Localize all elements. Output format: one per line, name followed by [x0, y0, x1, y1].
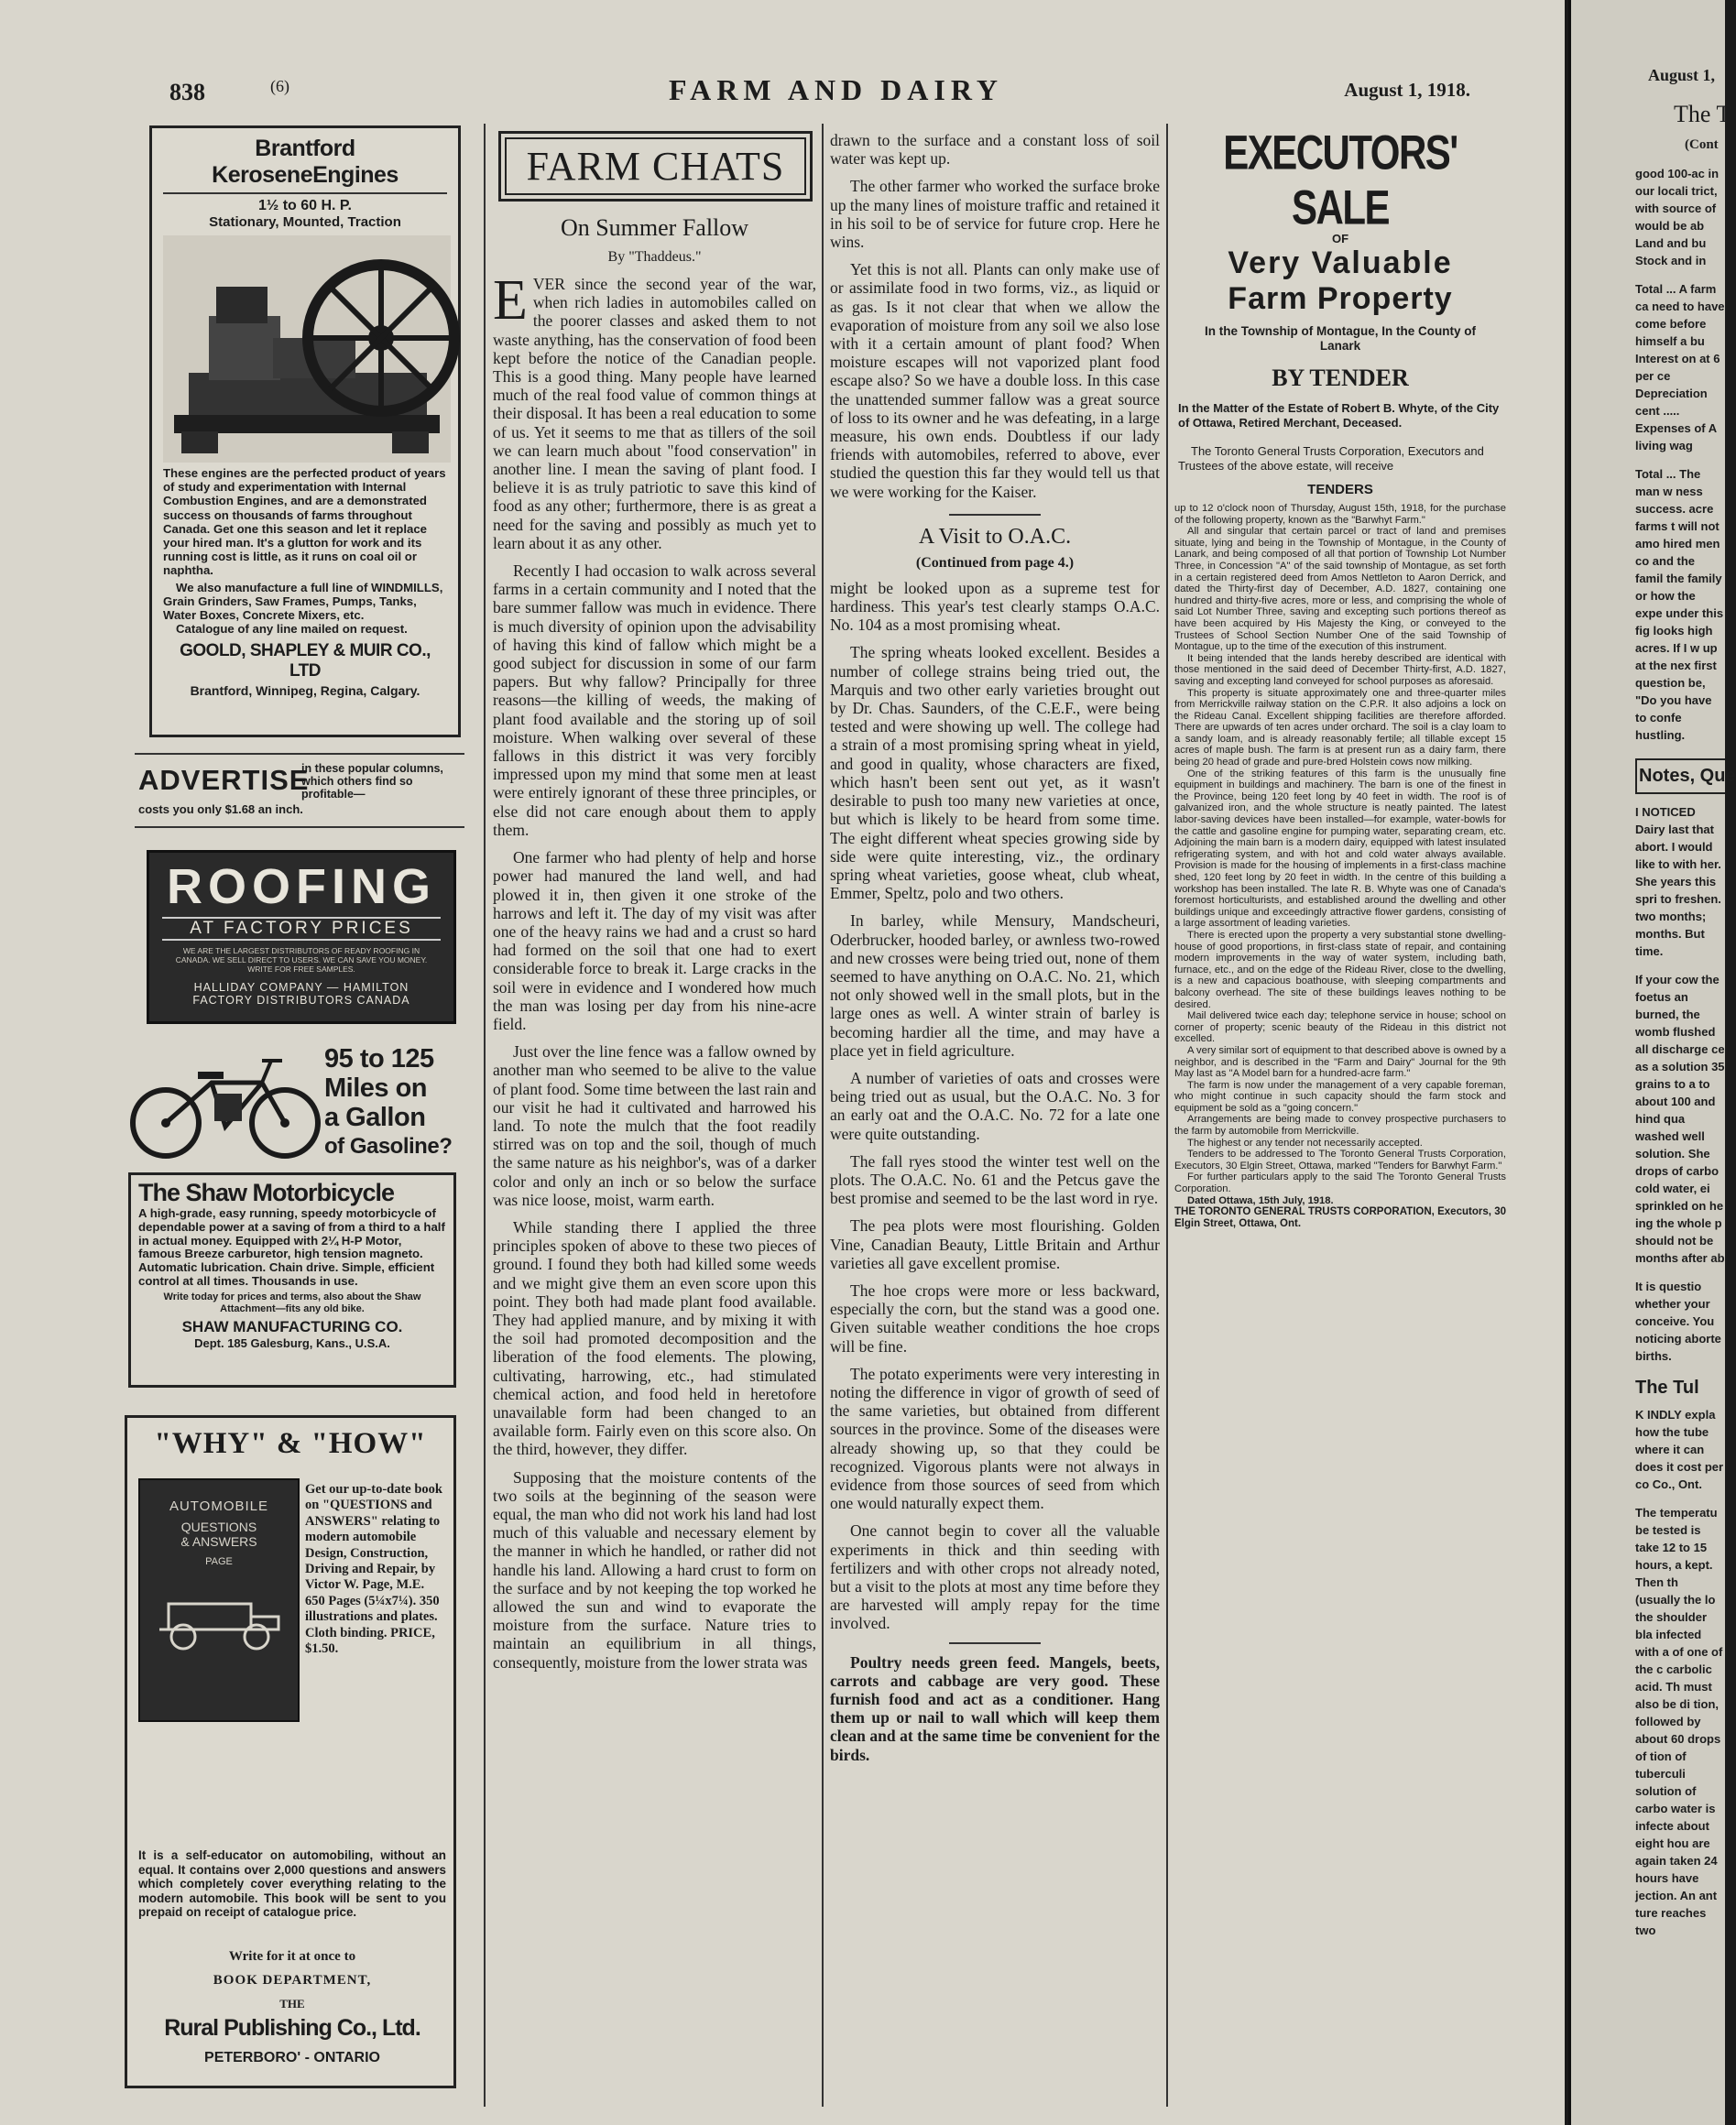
shaw-company: SHAW MANUFACTURING CO.	[181, 1317, 403, 1335]
adjacent-text: Total ... The man w ness success. acre farms t will not amo hired men co and the famil the family or how the expe under this fig looks high acres. If I w up at the nex first question be, "Do you have to confe hustling.	[1635, 467, 1724, 742]
adjacent-notes-banner: Notes, Que	[1635, 758, 1725, 794]
why-how-the: THE	[279, 1997, 305, 2011]
paragraph: For further particulars apply to the said The Toronto General Trusts Corporation.	[1174, 1171, 1506, 1195]
paragraph: While standing there I applied the three principles spoken of above to these two pieces of ground. I found they both had killed some weeds and we might give them an even score upon this point. They both had made plant food available. They had applied manure, and by mixing it with the soil had promoted decomposition and the liberation of the food elements. The plowing, cultivating, harrowing, etc., had stimulated chemical action, and food held in heretofore unavailable form had been changed to an available form. Fairly even on this score also. On the third, however, they differ.	[493, 1217, 816, 1459]
ad-subtitle: 1½ to 60 H. P.	[258, 198, 352, 213]
article-body	[493, 269, 816, 1672]
paragraph: In barley, while Mensury, Mandscheuri, Oderbrucker, hooded barley, or awnless two-rowed and new crosses were being tried out, none of them seemed to have anything on O.A.C. No. 21, which not only showed well in the small plots, but in the large ones as well. A winter strain of barley is becoming hardier all the time, and may have a place yet in field agriculture.	[830, 911, 1160, 1060]
article-byline: By "Thaddeus."	[607, 249, 702, 265]
paragraph: The highest or any tender not necessarily accepted.	[1187, 1137, 1423, 1149]
adjacent-text: The temperatu be tested is take 12 to 15 hours, a kept. Then th (usually the lo the shoulder bla infected with a of one of the c carbolic acid. Th must also be di tion, followed by about 60 drops of tion of tuberculi solution of carbo water is infecte about eight hou are again taken 24 hours have jection. An ant ture reaches two	[1635, 1506, 1723, 1937]
automobile-icon	[150, 1586, 288, 1659]
shaw-headline	[324, 1044, 471, 1161]
sale-body	[1174, 503, 1506, 1229]
book-cover-line-2: QUESTIONS	[180, 1520, 257, 1534]
oac-body	[830, 579, 1160, 1633]
publication-title: FARM AND DAIRY	[669, 73, 1003, 106]
paragraph: up to 12 o'clock noon of Thursday, August 15th, 1918, for the purchase of the following property, known as the "Barwhyt Farm."	[1174, 503, 1506, 526]
paragraph: One farmer who had plenty of help and horse power had manured the land well, and had plowed it in, then given it one stroke of the harrows and left it. The day of my visit was after one of the heavy rains we had and a crust so hard had formed on the soil that one had to exert considerable force to break it. Large cracks in the soil were in evidence and I wondered how much the man was losing per day from his nine-acre field.	[493, 848, 816, 1033]
advertise-word: ADVERTISE	[138, 764, 310, 796]
sale-signature: THE TORONTO GENERAL TRUSTS CORPORATION, Executors, 30 Elgin Street, Ottawa, Ont.	[1174, 1206, 1506, 1229]
why-how-write: Write for it at once to	[228, 1949, 356, 1964]
sale-matter: In the Matter of the Estate of Robert B. Whyte, of the City of Ottawa, Retired Merchant, Deceased.	[1178, 401, 1500, 430]
shaw-title: The Shaw Motorbicycle	[138, 1179, 395, 1206]
article-headline: On Summer Fallow	[560, 214, 749, 241]
oac-headline: A Visit to O.A.C.	[918, 524, 1072, 549]
farm-chats-title: FARM CHATS	[505, 137, 806, 195]
ad-body-2: We also manufacture a full line of WINDMILLS, Grain Grinders, Saw Frames, Pumps, Tanks, Water Boxes, Concrete Mixers, etc.	[163, 580, 443, 623]
sale-by-tender: BY TENDER	[1272, 365, 1409, 391]
sale-intro: The Toronto General Trusts Corporation, Executors and Trustees of the above estate, will receive	[1178, 444, 1484, 473]
paragraph: Poultry needs green feed. Mangels, beets, carrots and cabbage are very good. These furnish food and act as a conditioner. Hang them up or nail to wall which will keep them clean and at the same time be convenient for the birds.	[830, 1652, 1160, 1764]
executors-sale-notice	[1174, 124, 1506, 2111]
brantford-engine-ad	[149, 125, 461, 737]
kerosene-engine-illustration	[163, 235, 451, 463]
paragraph: VER since the second year of the war, when rich ladies in automobiles called on the poorer classes and asked them to not waste anything, has the conservation of food been kept before the notice of the Canadian people. This is a good thing. Many people have learned much of the real food value of common things at their disposal. It has been a real education to some of us. Yet it seems to me that as tillers of the soil we can learn much about "food conservation" in another line. I mean the saving of plant food. I believe it is as truly patriotic to save this kind of food as any other; furthermore, there is as great a need for the saving and possibly as much yet to learn about it as any other.	[493, 275, 816, 552]
section-divider	[949, 1642, 1041, 1644]
adjacent-text: good 100-ac in our locali trict, with source of would be ab Land and bu Stock and in	[1635, 167, 1720, 267]
shaw-headline-2: Miles on	[324, 1073, 428, 1103]
roofing-title: ROOFING	[167, 859, 436, 914]
why-how-description: Get our up-to-date book on "QUESTIONS and ANSWERS" relating to modern automobile Design, Construction, Driving and Repair, by Victor W. Page, M.E. 650 Pages (5¼x7¼). 350 illustrations and plates. Cloth binding. PRICE, $1.50.	[305, 1482, 442, 1657]
ad-subtitle-2: Stationary, Mounted, Traction	[209, 214, 401, 230]
paragraph: One of the striking features of this farm is the unusually fine equipment in buildings and machinery. The barn is one of the finest in the Province, being 120 feet long by 40 feet in width. The roof is of galvanized iron, and the whole structure is neatly painted. The latest labor-saving devices have been installed—for example, water-bowls for the cattle and gasoline engine for pumping water, separating cream, etc. Adjoining the main barn is a modern dairy, equipped with latest insulated refrigerating system, and with hot and cold water always available. Provision is made for the housing of implements in a first-class machine shed, 120 feet long by 20 feet in width. In the centre of this building a workshop has been installed. The late R. B. Whyte was one of Canada's foremost horticulturists, and established around the dwelling and other buildings unique and exceedingly attractive flower gardens, consisting of a large assortment of leading varieties.	[1174, 768, 1506, 930]
paragraph: Arrangements are being made to convey prospective purchasers to the farm by automobile from Merrickville.	[1174, 1114, 1506, 1138]
paragraph: Supposing that the moisture contents of the two soils at the beginning of the season were equal, the man who did not work his land had lost much of this valuable and necessary element by the manner in which he handled, or rather did not handle his land. Allowing a hard crust to form on the surface and by not keeping the top worked he allowed the sun and wind to evaporate the moisture from the surface. Nature tries to maintain an equilibrium in all things, consequently, moisture from the lower strata was	[493, 1467, 816, 1672]
section-divider	[949, 514, 1041, 516]
why-how-book-ad	[125, 1415, 456, 2088]
roofing-ad	[147, 850, 456, 1024]
paragraph: The fall ryes stood the winter test well on the plots. The O.A.C. No. 61 and the Petcus gave the best promise and seemed to be the last word in rye.	[830, 1151, 1160, 1208]
book-cover-line-3: & ANSWERS	[180, 1534, 257, 1549]
adjacent-column-text	[1635, 165, 1736, 1988]
sale-line-2: Farm Property	[1228, 281, 1453, 316]
paragraph: Just over the line fence was a fallow owned by another man who seemed to be alive to the value of plant food. Some time between the last rain and our visit he had it cultivated and harrowed his land. To note the mulch that the foot readily stirred was on top and the soil, though of much the same nature as his neighbor's, was of a darker color and only an inch or so below the surface was nice loose, moist, warm earth.	[493, 1042, 816, 1209]
issue-date: August 1, 1918.	[1344, 79, 1470, 101]
motorbicycle-illustration	[125, 1046, 326, 1165]
sale-title: EXECUTORS' SALE	[1223, 125, 1458, 234]
sale-line-1: Very Valuable	[1228, 245, 1453, 280]
why-how-body: It is a self-educator on automobiling, without an equal. It contains over 2,000 questions and answers which completely cover everything relating to the modern automobile. This book will be sent to you prepaid on receipt of catalogue price.	[138, 1848, 446, 1920]
paragraph: Yet this is not all. Plants can only make use of or assimilate food in two forms, viz., as liquid or as gas. Is it not clear that when we allow the evaporation of moisture from any soil we also lose with it a certain amount of plant food? When moisture escapes will not vaporized plant food escape also? So we have a double loss. In this case the unattended summer fallow was a great source of loss to its owner and he was defeating, in a large measure, his own ends. Doubtless if our lady friends with automobiles, referred to above, ever studied the question this far they would tell us that we were working for the Kaiser.	[830, 260, 1160, 501]
oac-column	[830, 124, 1160, 2111]
why-how-title: "WHY" & "HOW"	[154, 1427, 427, 1460]
poultry-note	[830, 1653, 1160, 1764]
paragraph: The spring wheats looked excellent. Besides a number of college strains being tried out, the Marquis and two other early varieties brought out by Dr. Chas. Saunders, of the C.E.F., were being tested and were showing up well. The college had a strain of a most promising spring wheat in yield, and good in quality, whose characters are fixed, which hasn't been sent out yet, as it wasn't desirable to push too many new varieties at once, but which is likely to be heard from some time. The eight different wheat species growing side by side were quite interesting, viz., the ordinary spring wheat varieties, goose wheat, club wheat, Emmer, Speltz, polo and two others.	[830, 643, 1160, 903]
roofing-company: HALLIDAY COMPANY — HAMILTON	[193, 981, 409, 994]
book-cover-line-1: AUTOMOBILE	[169, 1498, 269, 1514]
book-cover-image	[138, 1478, 300, 1722]
shaw-headline-3: a Gallon	[324, 1103, 426, 1132]
why-how-dept: BOOK DEPARTMENT,	[213, 1973, 372, 1988]
adjacent-page-date: August 1,	[1648, 66, 1716, 84]
shaw-headline-4: of Gasoline?	[324, 1134, 453, 1159]
adjacent-headline: The T	[1674, 101, 1731, 127]
ad-cities: Brantford, Winnipeg, Regina, Calgary.	[190, 683, 420, 699]
advertise-notice	[135, 753, 464, 828]
shaw-headline-1: 95 to 125	[324, 1044, 434, 1073]
sale-of: OF	[1331, 232, 1349, 245]
advertise-text: in these popular columns, which others find so profitable—	[301, 762, 443, 801]
roofing-distributors: FACTORY DISTRIBUTORS CANADA	[192, 994, 410, 1007]
adjacent-continued: (Cont	[1685, 137, 1719, 152]
advertise-cost: costs you only $1.68 an inch.	[138, 802, 303, 816]
adjacent-text: If your cow the foetus an burned, the womb flushed all discharge ce as a solution 35 grains to a to about 100 and hind qua washed well solution. She drops of carbo cold water, ei sprinkled on he ing the whole p should not be months after ab	[1635, 973, 1725, 1265]
ad-body: These engines are the perfected product of years of study and experimentation with Internal Combustion Engines, and are a demonstrated success on thousands of farms throughout Canada. Get one this season and let it replace your hired man. It's a glutton for work and its running cost is little, as it runs on coal oil or naphtha.	[163, 466, 446, 578]
paragraph: might be looked upon as a supreme test for hardiness. This year's test clearly stamps O.A.C. No. 104 as a most promising wheat.	[830, 578, 1160, 635]
adjacent-text: It is questio whether your conceive. You noticing aborte births.	[1635, 1280, 1721, 1363]
paragraph: Recently I had occasion to walk across several farms in a certain community and I noted that the bare summer fallow was much in evidence. There is much diversity of opinion upon the advisability of having this kind of fallow which might be a good subject for discussion in some of our farm papers. But why fallow? Principally for three reasons—the killing of weeds, the making of plant food available and the storing up of soil moisture. When walking over several of these fallows in this district it was very forcibly impressed upon my mind that some men at least were entirely ignorant of these three principles, or else did not care enough about them to apply them.	[493, 561, 816, 839]
sale-dated: Dated Ottawa, 15th July, 1918.	[1187, 1194, 1334, 1206]
article-continuation	[830, 131, 1160, 501]
adjacent-text: K INDLY expla how the tube where it can does it cost per co Co., Ont.	[1635, 1408, 1724, 1491]
paragraph: It being intended that the lands hereby described are identical with those mentioned in the said deed of December Thirty-first, A.D. 1827, saving and excepting land conveyed for school purposes as aforesaid.	[1174, 652, 1506, 687]
drop-cap: E	[493, 269, 528, 332]
paragraph: Tenders to be addressed to The Toronto General Trusts Corporation, Executors, 30 Elgin Street, Ottawa, marked "Tenders for Barwhyt Farm."	[1174, 1149, 1506, 1171]
roofing-subtitle: AT FACTORY PRICES	[162, 917, 441, 941]
shaw-ad-box	[128, 1172, 456, 1388]
sale-location: In the Township of Montague, In the County of Lanark	[1205, 324, 1476, 353]
shaw-body: A high-grade, easy running, speedy motorbicycle of dependable power at a saving of from a third to a half in actual money. Equipped with 2¼ H-P Motor, famous Breeze carburetor, high tension magneto. Automatic lubrication. Chain drive. Simple, efficient control at all times. Thousands in use.	[138, 1206, 445, 1288]
sale-tenders: TENDERS	[1307, 482, 1373, 497]
shaw-motorbicycle-ad	[125, 1044, 464, 1388]
why-how-city: PETERBORO' - ONTARIO	[204, 2050, 380, 2065]
paragraph: The potato experiments were very interesting in noting the difference in vigor of growth of seed of the same varieties, but obtained from different sources in the province. Some of the diseases were already showing up, so that they could be recognized. Vigorous plants were not always in evidence from those sources of seed from which one would naturally expect them.	[830, 1364, 1160, 1513]
column-rule	[484, 124, 486, 2107]
paragraph: A number of varieties of oats and crosses were being tried out as usual, but the O.A.C. No. 3 for an early oat and the O.A.C. No. 72 for a late one were quite outstanding.	[830, 1068, 1160, 1143]
adjacent-text: Total ... A farm ca need to have come before himself a bu Interest on at 6 per ce Depreciation cent ..... Expenses of A living wag	[1635, 282, 1725, 452]
farm-chats-column	[493, 124, 816, 2111]
page-number: 838	[169, 79, 205, 105]
paragraph: A very similar sort of equipment to that described above is owned by a neighbor, and is described in the "Farm and Dairy" Journal for the 9th May last as "A Model barn for a hundred-acre farm."	[1174, 1044, 1506, 1080]
paragraph: The farm is now under the management of a very capable foreman, who might continue in such capacity should the farm stock and equipment be sold as a "going concern."	[1174, 1079, 1506, 1114]
ad-title: Brantford KeroseneEngines	[163, 136, 447, 194]
column-rule	[1166, 124, 1168, 2107]
paragraph: There is erected upon the property a very substantial stone dwelling-house of good proportions, in first-class state of repair, and containing modern improvements in the way of water system, including bath, furnace, etc., and on the edge of the Rideau River, close to the dwelling, is a new and capacious boathouse, with sleeping compartments and balcony overhead. The site of these buildings leaves nothing to be desired.	[1174, 929, 1506, 1010]
column-rule	[822, 124, 824, 2107]
paragraph: All and singular that certain parcel or tract of land and premises situate, lying and being in the Township of Montague, in the County of Lanark, and being composed of all that portion of Township Lot Number Three, in Concession "A" of the said township of Montague, as set forth in a certain registered deed from Amos Nettleton to Aaron Derrick, and dated the Thirty-first day of December, A.D. 1827, containing one hundred and thirty-five acres, more or less, and comprising the whole of said Lot Number Three, saving and excepting such portions thereof as have been acquired by His Majesty the King, or conveyed to the Trustees of School Section Number One of the said Township of Montague, up to the time of the execution of this instrument.	[1174, 526, 1506, 653]
why-how-company: Rural Publishing Co., Ltd.	[164, 2015, 420, 2041]
paragraph: This property is situate approximately one and three-quarter miles from Merrickville railway station on the C.P.R. It also adjoins a lock on the Rideau Canal. Excellent shipping facilities are therefore afforded. There are upwards of ten acres under orchard. The soil is a clay loam to a sandy loam, and is already reasonably fertile; all tillable except 15 acres of maple bush. The farm is at present run as a dairy farm, there being 20 head of grade and pure-bred Holstein cows now milking.	[1174, 687, 1506, 768]
adjacent-text: I NOTICED Dairy last that abort. I would like to with her. She years this spri to freshen. two months; months. But time.	[1635, 805, 1721, 958]
paragraph: The other farmer who worked the surface broke up the many lines of moisture traffic and retained it in his soil to be of service for future crop. Here he wins.	[830, 177, 1160, 252]
ad-company: GOOLD, SHAPLEY & MUIR CO., LTD	[180, 641, 431, 681]
book-cover-author: PAGE	[205, 1556, 233, 1567]
paragraph: The hoe crops were more or less backward, especially the corn, but the stand was a good one. Given suitable weather conditions the hoe crops will be fine.	[830, 1280, 1160, 1356]
adjacent-page	[1568, 0, 1736, 2125]
paragraph: One cannot begin to cover all the valuable experiments in thick and thin seeding with fertilizers and with other crops not already noted, but a visit to the plots at most any time before they are harvested will amply repay for the time involved.	[830, 1521, 1160, 1633]
paragraph: Mail delivered twice each day; telephone service in house; school on corner of property; scenic beauty of the Rideau in this district not excelled.	[1174, 1010, 1506, 1045]
roofing-small-text: WE ARE THE LARGEST DISTRIBUTORS OF READY ROOFING IN CANADA. WE SELL DIRECT TO USERS. WE CAN SAVE YOU MONEY. WRITE FOR FREE SAMPLES.	[175, 946, 428, 974]
oac-continued: (Continued from page 4.)	[915, 554, 1075, 571]
page-header	[169, 73, 1498, 110]
shaw-dept: Dept. 185 Galesburg, Kans., U.S.A.	[194, 1335, 390, 1350]
paragraph: drawn to the surface and a constant loss of soil water was kept up.	[830, 131, 1160, 169]
paragraph: The pea plots were most flourishing. Golden Vine, Canadian Beauty, Little Britain and Arthur varieties all gave excellent promise.	[830, 1216, 1160, 1272]
ad-body-3: Catalogue of any line mailed on request.	[176, 622, 408, 637]
farm-chats-banner	[498, 131, 813, 202]
adjacent-headline-2: The Tul	[1635, 1378, 1699, 1398]
page-mark: (6)	[270, 77, 289, 95]
shaw-write: Write today for prices and terms, also about the Shaw Attachment—fits any old bike.	[163, 1291, 421, 1314]
